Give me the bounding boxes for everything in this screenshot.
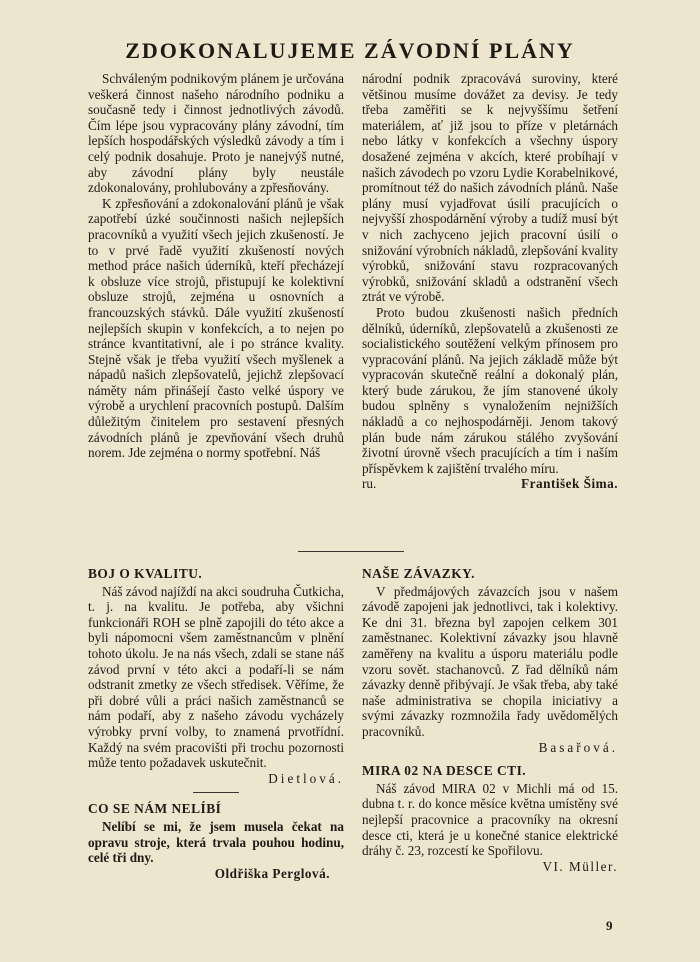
bottom-column-left bbox=[88, 566, 344, 881]
nelibi-heading: CO SE NÁM NELÍBÍ bbox=[88, 801, 222, 817]
boj-heading: BOJ O KVALITU. bbox=[88, 566, 203, 581]
article-signature-line bbox=[362, 476, 618, 492]
zavazky-signature: Basařová. bbox=[538, 739, 618, 755]
small-divider bbox=[193, 792, 239, 793]
page-title: ZDOKONALUJEME ZÁVODNÍ PLÁNY bbox=[125, 38, 575, 63]
nelibi-signature: Oldřiška Perglová. bbox=[214, 865, 330, 881]
article-paragraph-1: Schváleným podnikovým plánem je určována veškerá činnost našeho národního podniku a současně tedy i činnost jednotlivých závodů. Čím lépe jsou vypracovány plány závodní, tím lepších hospodářských výsledků závody a tím i celý podnik dosahuje. Proto je nanejvýš nutné, aby závodní plány byly neustále zdokonalovány, prohlubovány a zpřesňovány. bbox=[88, 71, 344, 196]
article-author: František Šima. bbox=[521, 476, 618, 492]
article-end-fragment: ru. bbox=[362, 476, 377, 492]
zavazky-heading: NAŠE ZÁVAZKY. bbox=[362, 566, 475, 581]
article-paragraph-2: K zpřesňování a zdokonalování plánů je však zapotřebí úzké součinnosti našich nejlepších pracovníků a využití všech jejich zkušeností. Je to v prvé řadě využití zkušeností nových method práce našich úderníků, kteří přecházejí k obsluze více strojů, přistupují ke kolektivní obsluze strojů, zejména u osnovních a francouzských stávků. Dále využití zkušeností nejlepších skupin v konfekcích, a to nejen po stránce kvantitativní, ale i po stránce kvality. Stejně však je třeba využití všech myšlenek a nápadů našich zlepšovatelů, jejichž zlepšovací náměty nám přinášejí často velké úspory ve výrobě a urychlení pracovních postupů. Dalším důležitým činitelem pro sestavení přesných závodních plánů je zpevňování všech druhů norem. Jde zejména o normy spotřební. Náš bbox=[88, 195, 344, 461]
nelibi-body: Nelíbí se mi, že jsem musela čekat na opravu stroje, která trvala pouhou hodinu, celé tři dny. bbox=[88, 818, 344, 866]
article-paragraph-4: Proto budou zkušenosti našich předních dělníků, úderníků, zlepšovatelů a zkušenosti ze socialistického soutěžení velkým přínosem pro vypracování plánů. Na jejich základě může být vypracován skutečně reální a dokonalý plán, který bude zárukou, že jím stanovené úkoly budou splněny s vynaložením nejnižších nákladů a co nejhospodárněji. Jenom takový plán bude nám zárukou stálého zvyšování životní úrovně všech pracujících a tím i naším příspěvkem k zajištění trvalého míru. bbox=[362, 304, 618, 476]
article-paragraph-3: národní podnik zpracovává suroviny, které většinou musíme dovážet za devisy. Je tedy třeba zaměřiti se k nejvyššímu šetření materiálem, ať již jsou to příze v pletárnách nebo látky v konfekcích a všechny úspory dosažené zejména v akcích, které probíhají v našich závodech po vzoru Lydie Korabelnikové, promítnout též do našich závodních plánů. Naše plány musí vyjadřovat úsilí pracujících o nejvyšší zhospodárnění výroby a tudíž musí být v nich zachyceno jejich pracovní úsilí o snižování výrobních nákladů, zlepšování kvality výrobků, snižování stavu rozpracovaných výrobků, snižování skladů a odstranění všech ztrát ve výrobě. bbox=[362, 71, 618, 305]
mira-heading: MIRA 02 NA DESCE CTI. bbox=[362, 763, 527, 779]
article-column-right bbox=[362, 71, 618, 492]
mira-signature: VI. Müller. bbox=[542, 858, 618, 874]
boj-body: Náš závod najíždí na akci soudruha Čutkicha, t. j. na kvalitu. Je potřeba, aby všichni funkcionáři ROH se plně zapojili do této akce a byli nápomocni všem zaměstnancům v plnění tohoto úkolu. Je na nás všech, zdali se stane náš závod první v této akci a podaří-li se nám odstranit zmetky ze všech středisek. Věříme, že při dobré vůli a práci našich zaměstnanců se nám podaří, aby z našeho závodu vycházely výrobky první volby, to znamená prvotřídní. Každý na svém pracovišti při trochu pozornosti může tento požadavek uskutečnit. bbox=[88, 583, 344, 771]
zavazky-body: V předmájových závazcích jsou v našem závodě zapojeni jak jednotlivci, tak i kolektivy. Ke dni 31. března byl zapojen celkem 301 zaměstnanec. Kolektivní závazky jsou hlavně zaměřeny na kvalitu a úsporu materiálu podle vzoru sovět. stachanovců. Z řad dělníků nám závazky denně přibývají. Je však třeba, aby také naše administrativa se chopila iniciativy a svými závazky rozmnožila řady uvědomělých pracovníků. bbox=[362, 583, 618, 739]
page-number: 9 bbox=[606, 918, 613, 933]
mira-body: Náš závod MIRA 02 v Michli má od 15. dubna t. r. do konce měsíce května umístěny své nejlepší pracovnice a pracovníky na okresní desce cti, která je u konečné stanice elektrické dráhy č. 23, rozcestí ke Spořilovu. bbox=[362, 780, 618, 859]
section-divider bbox=[298, 551, 404, 552]
boj-signature: Dietlová. bbox=[268, 770, 344, 786]
bottom-column-right bbox=[362, 566, 618, 874]
article-column-left bbox=[88, 71, 344, 461]
